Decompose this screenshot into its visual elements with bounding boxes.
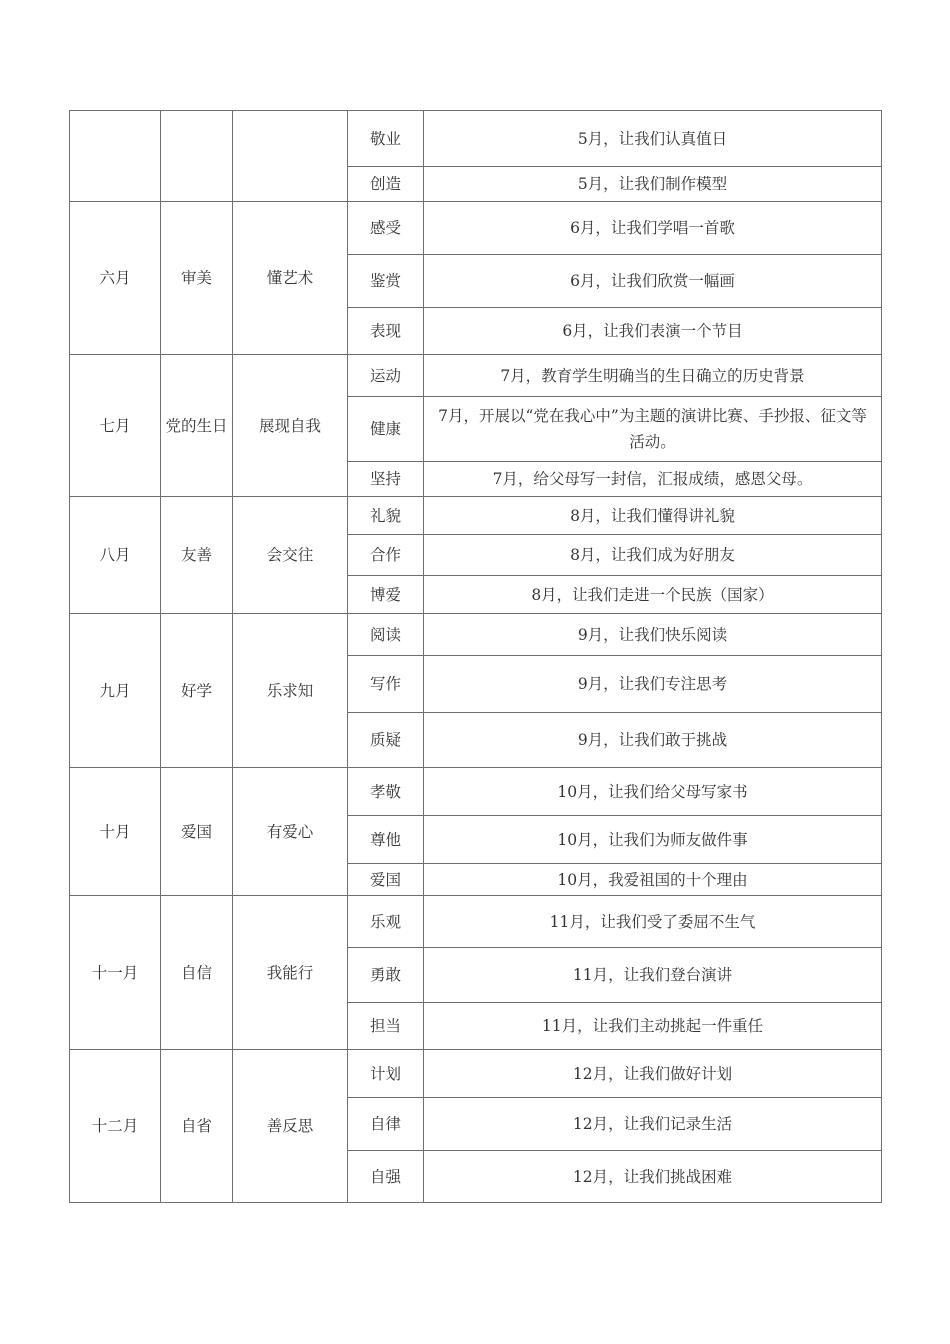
activity-cell: 8月，让我们走进一个民族（国家）: [424, 576, 882, 614]
month-cell: 十月: [70, 768, 161, 896]
activity-cell: 10月，让我们给父母写家书: [424, 768, 882, 816]
activity-cell: 6月，让我们学唱一首歌: [424, 202, 882, 255]
theme-cell: 自信: [161, 896, 233, 1050]
theme-cell: 友善: [161, 497, 233, 614]
activity-cell: 9月，让我们专注思考: [424, 656, 882, 713]
goal-cell: 会交往: [233, 497, 348, 614]
table-row: [70, 768, 882, 816]
sub-item-cell: 写作: [348, 656, 424, 713]
sub-item-cell: 礼貌: [348, 497, 424, 535]
month-cell: 八月: [70, 497, 161, 614]
goal-cell: 有爱心: [233, 768, 348, 896]
activity-cell: 7月，给父母写一封信，汇报成绩，感恩父母。: [424, 462, 882, 497]
activity-cell: 8月，让我们懂得讲礼貌: [424, 497, 882, 535]
sub-item-cell: 阅读: [348, 614, 424, 656]
activity-cell: 12月，让我们挑战困难: [424, 1151, 882, 1203]
theme-cell: 好学: [161, 614, 233, 768]
goal-cell: 展现自我: [233, 355, 348, 497]
activity-cell: 5月，让我们认真值日: [424, 111, 882, 167]
sub-item-cell: 鉴赏: [348, 255, 424, 308]
activity-cell: 10月，让我们为师友做件事: [424, 816, 882, 864]
table-row: [70, 355, 882, 397]
sub-item-cell: 乐观: [348, 896, 424, 948]
theme-cell: 党的生日: [161, 355, 233, 497]
theme-cell: 自省: [161, 1050, 233, 1203]
table-row: [70, 202, 882, 255]
activity-cell: 8月，让我们成为好朋友: [424, 535, 882, 576]
activity-cell: 6月，让我们表演一个节目: [424, 308, 882, 355]
goal-cell: 善反思: [233, 1050, 348, 1203]
activity-cell: 11月，让我们主动挑起一件重任: [424, 1003, 882, 1050]
sub-item-cell: 健康: [348, 397, 424, 462]
sub-item-cell: 创造: [348, 167, 424, 202]
goal-cell: 我能行: [233, 896, 348, 1050]
activity-cell: 11月，让我们登台演讲: [424, 948, 882, 1003]
monthly-education-plan-table: [69, 110, 882, 1203]
sub-item-cell: 感受: [348, 202, 424, 255]
theme-cell: 审美: [161, 202, 233, 355]
sub-item-cell: 敬业: [348, 111, 424, 167]
sub-item-cell: 勇敢: [348, 948, 424, 1003]
table-row: [70, 497, 882, 535]
sub-item-cell: 博爱: [348, 576, 424, 614]
sub-item-cell: 合作: [348, 535, 424, 576]
sub-item-cell: 计划: [348, 1050, 424, 1098]
table-row: [70, 111, 882, 167]
sub-item-cell: 孝敬: [348, 768, 424, 816]
sub-item-cell: 尊他: [348, 816, 424, 864]
activity-cell: 5月，让我们制作模型: [424, 167, 882, 202]
activity-cell: 7月，教育学生明确当的生日确立的历史背景: [424, 355, 882, 397]
sub-item-cell: 运动: [348, 355, 424, 397]
sub-item-cell: 担当: [348, 1003, 424, 1050]
month-cell: 六月: [70, 202, 161, 355]
goal-cell: 懂艺术: [233, 202, 348, 355]
activity-cell: 9月，让我们敢于挑战: [424, 713, 882, 768]
sub-item-cell: 自强: [348, 1151, 424, 1203]
sub-item-cell: 质疑: [348, 713, 424, 768]
table-row: [70, 614, 882, 656]
activity-cell: 6月，让我们欣赏一幅画: [424, 255, 882, 308]
table-row: [70, 896, 882, 948]
month-cell: 十一月: [70, 896, 161, 1050]
sub-item-cell: 自律: [348, 1098, 424, 1151]
month-cell: 七月: [70, 355, 161, 497]
theme-cell: 爱国: [161, 768, 233, 896]
sub-item-cell: 坚持: [348, 462, 424, 497]
sub-item-cell: 表现: [348, 308, 424, 355]
month-cell: 十二月: [70, 1050, 161, 1203]
activity-cell: 7月，开展以“党在我心中”为主题的演讲比赛、手抄报、征文等活动。: [424, 397, 882, 462]
month-cell: 九月: [70, 614, 161, 768]
activity-cell: 11月，让我们受了委屈不生气: [424, 896, 882, 948]
activity-cell: 10月，我爱祖国的十个理由: [424, 864, 882, 896]
goal-cell: 乐求知: [233, 614, 348, 768]
activity-cell: 12月，让我们记录生活: [424, 1098, 882, 1151]
month-cell: [70, 111, 161, 202]
sub-item-cell: 爱国: [348, 864, 424, 896]
activity-cell: 9月，让我们快乐阅读: [424, 614, 882, 656]
goal-cell: [233, 111, 348, 202]
theme-cell: [161, 111, 233, 202]
table-row: [70, 1050, 882, 1098]
activity-cell: 12月，让我们做好计划: [424, 1050, 882, 1098]
